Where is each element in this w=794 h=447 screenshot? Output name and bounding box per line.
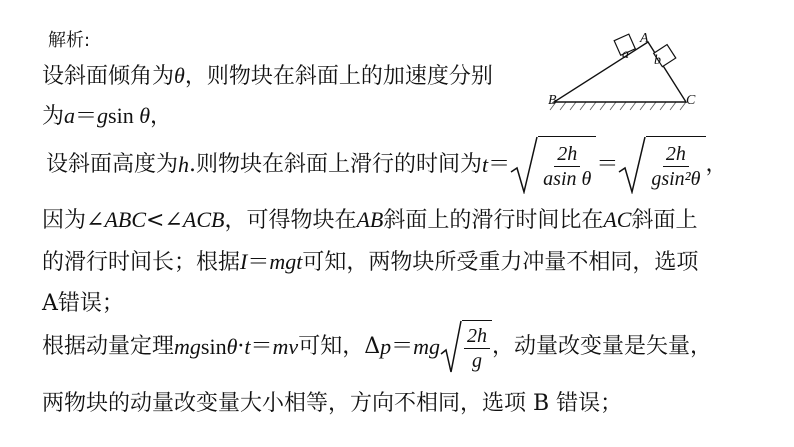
line7-eq2: ＝ bbox=[391, 334, 414, 359]
incline-diagram bbox=[540, 30, 720, 116]
line4-post: 斜面上 bbox=[631, 208, 698, 233]
line4-lt: <∠ bbox=[146, 208, 183, 233]
fraction-3-num: 2h bbox=[464, 326, 490, 349]
line3-eq2: ＝ bbox=[596, 152, 619, 177]
line4-ab: AB bbox=[356, 207, 384, 232]
line2-post: ， bbox=[150, 104, 173, 129]
line4-mid: ，可得物块在 bbox=[224, 208, 357, 233]
line6-text: A错误； bbox=[42, 291, 124, 316]
line7-t: t bbox=[244, 334, 251, 359]
text-line-8 bbox=[42, 390, 622, 418]
fraction-1 bbox=[540, 144, 594, 189]
line3-pre: 设斜面高度为 bbox=[46, 152, 179, 177]
line7-sin: sin bbox=[200, 334, 227, 359]
text-line-1 bbox=[42, 62, 493, 91]
line2-g: g bbox=[97, 103, 109, 128]
line3-post: ， bbox=[705, 152, 728, 177]
sqrt-3 bbox=[440, 320, 492, 374]
fraction-3-den: g bbox=[472, 350, 482, 372]
text-line-5 bbox=[42, 248, 698, 277]
radical-sign-icon bbox=[440, 320, 462, 374]
line2-a: a bbox=[64, 103, 76, 128]
line5-eq: ＝ bbox=[247, 250, 270, 275]
line2-pre: 为 bbox=[42, 104, 65, 129]
line4-acb: ACB bbox=[182, 207, 225, 232]
line7-mg: mg bbox=[174, 334, 201, 359]
line1-post: ，则物块在斜面上的加速度分别 bbox=[184, 64, 493, 89]
line7-post: ，动量改变量是矢量， bbox=[492, 334, 713, 359]
line5-I: I bbox=[240, 249, 248, 274]
sqrt-1 bbox=[510, 136, 596, 194]
sqrt-2 bbox=[618, 136, 705, 194]
fraction-3 bbox=[464, 326, 490, 371]
text-line-4 bbox=[42, 206, 698, 235]
line7-dot: · bbox=[237, 334, 245, 359]
line4-mid2: 斜面上的滑行时间比在 bbox=[383, 208, 604, 233]
line1-pre: 设斜面倾角为 bbox=[42, 64, 175, 89]
line2-eq: ＝ bbox=[75, 104, 98, 129]
line7-pre: 根据动量定理 bbox=[42, 334, 175, 359]
line5-mgt: mgt bbox=[269, 249, 303, 274]
line7-mid: 可知，Δ bbox=[298, 334, 381, 359]
vertex-label-C: C bbox=[686, 93, 696, 108]
fraction-1-den: asin θ bbox=[543, 168, 592, 190]
line7-eq: ＝ bbox=[250, 334, 273, 359]
line3-t: t bbox=[482, 152, 489, 177]
line5-post: 可知，两物块所受重力冲量不相同，选项 bbox=[302, 250, 699, 275]
line8-text: 两物块的动量改变量大小相等，方向不相同，选项 B 错误； bbox=[42, 391, 623, 416]
vertex-label-B: B bbox=[548, 93, 557, 108]
text-line-3 bbox=[46, 135, 728, 195]
text-line-2 bbox=[42, 102, 172, 131]
line7-mg2: mg bbox=[413, 334, 440, 359]
line1-theta: θ bbox=[174, 63, 185, 88]
line2-theta: θ bbox=[139, 103, 151, 128]
line2-sin: sin bbox=[108, 103, 140, 128]
block-label-b: b bbox=[654, 53, 661, 68]
line4-abc: ABC bbox=[104, 207, 146, 232]
line5-pre: 的滑行时间长；根据 bbox=[42, 250, 241, 275]
fraction-1-num: 2h bbox=[554, 144, 580, 167]
text-line-6 bbox=[42, 290, 124, 318]
line3-h: h bbox=[178, 152, 190, 177]
line7-theta: θ bbox=[226, 334, 238, 359]
text-line-7 bbox=[42, 318, 712, 376]
radical-sign-icon bbox=[618, 136, 646, 194]
vertex-label-A: A bbox=[640, 31, 649, 46]
analysis-label: 解析: bbox=[48, 30, 91, 51]
line4-ac: AC bbox=[603, 207, 632, 232]
fraction-2-num: 2h bbox=[663, 144, 689, 167]
fraction-2 bbox=[648, 144, 703, 189]
line3-mid: .则物块在斜面上滑行的时间为 bbox=[189, 152, 483, 177]
line4-pre: 因为∠ bbox=[42, 208, 105, 233]
line7-mv: mv bbox=[272, 334, 299, 359]
ground-hatch bbox=[550, 102, 686, 110]
radical-sign-icon bbox=[510, 136, 538, 194]
block-label-a: a bbox=[622, 47, 629, 62]
line3-eq: ＝ bbox=[488, 152, 511, 177]
line7-p: p bbox=[380, 334, 392, 359]
fraction-2-den: gsin²θ bbox=[651, 168, 701, 190]
